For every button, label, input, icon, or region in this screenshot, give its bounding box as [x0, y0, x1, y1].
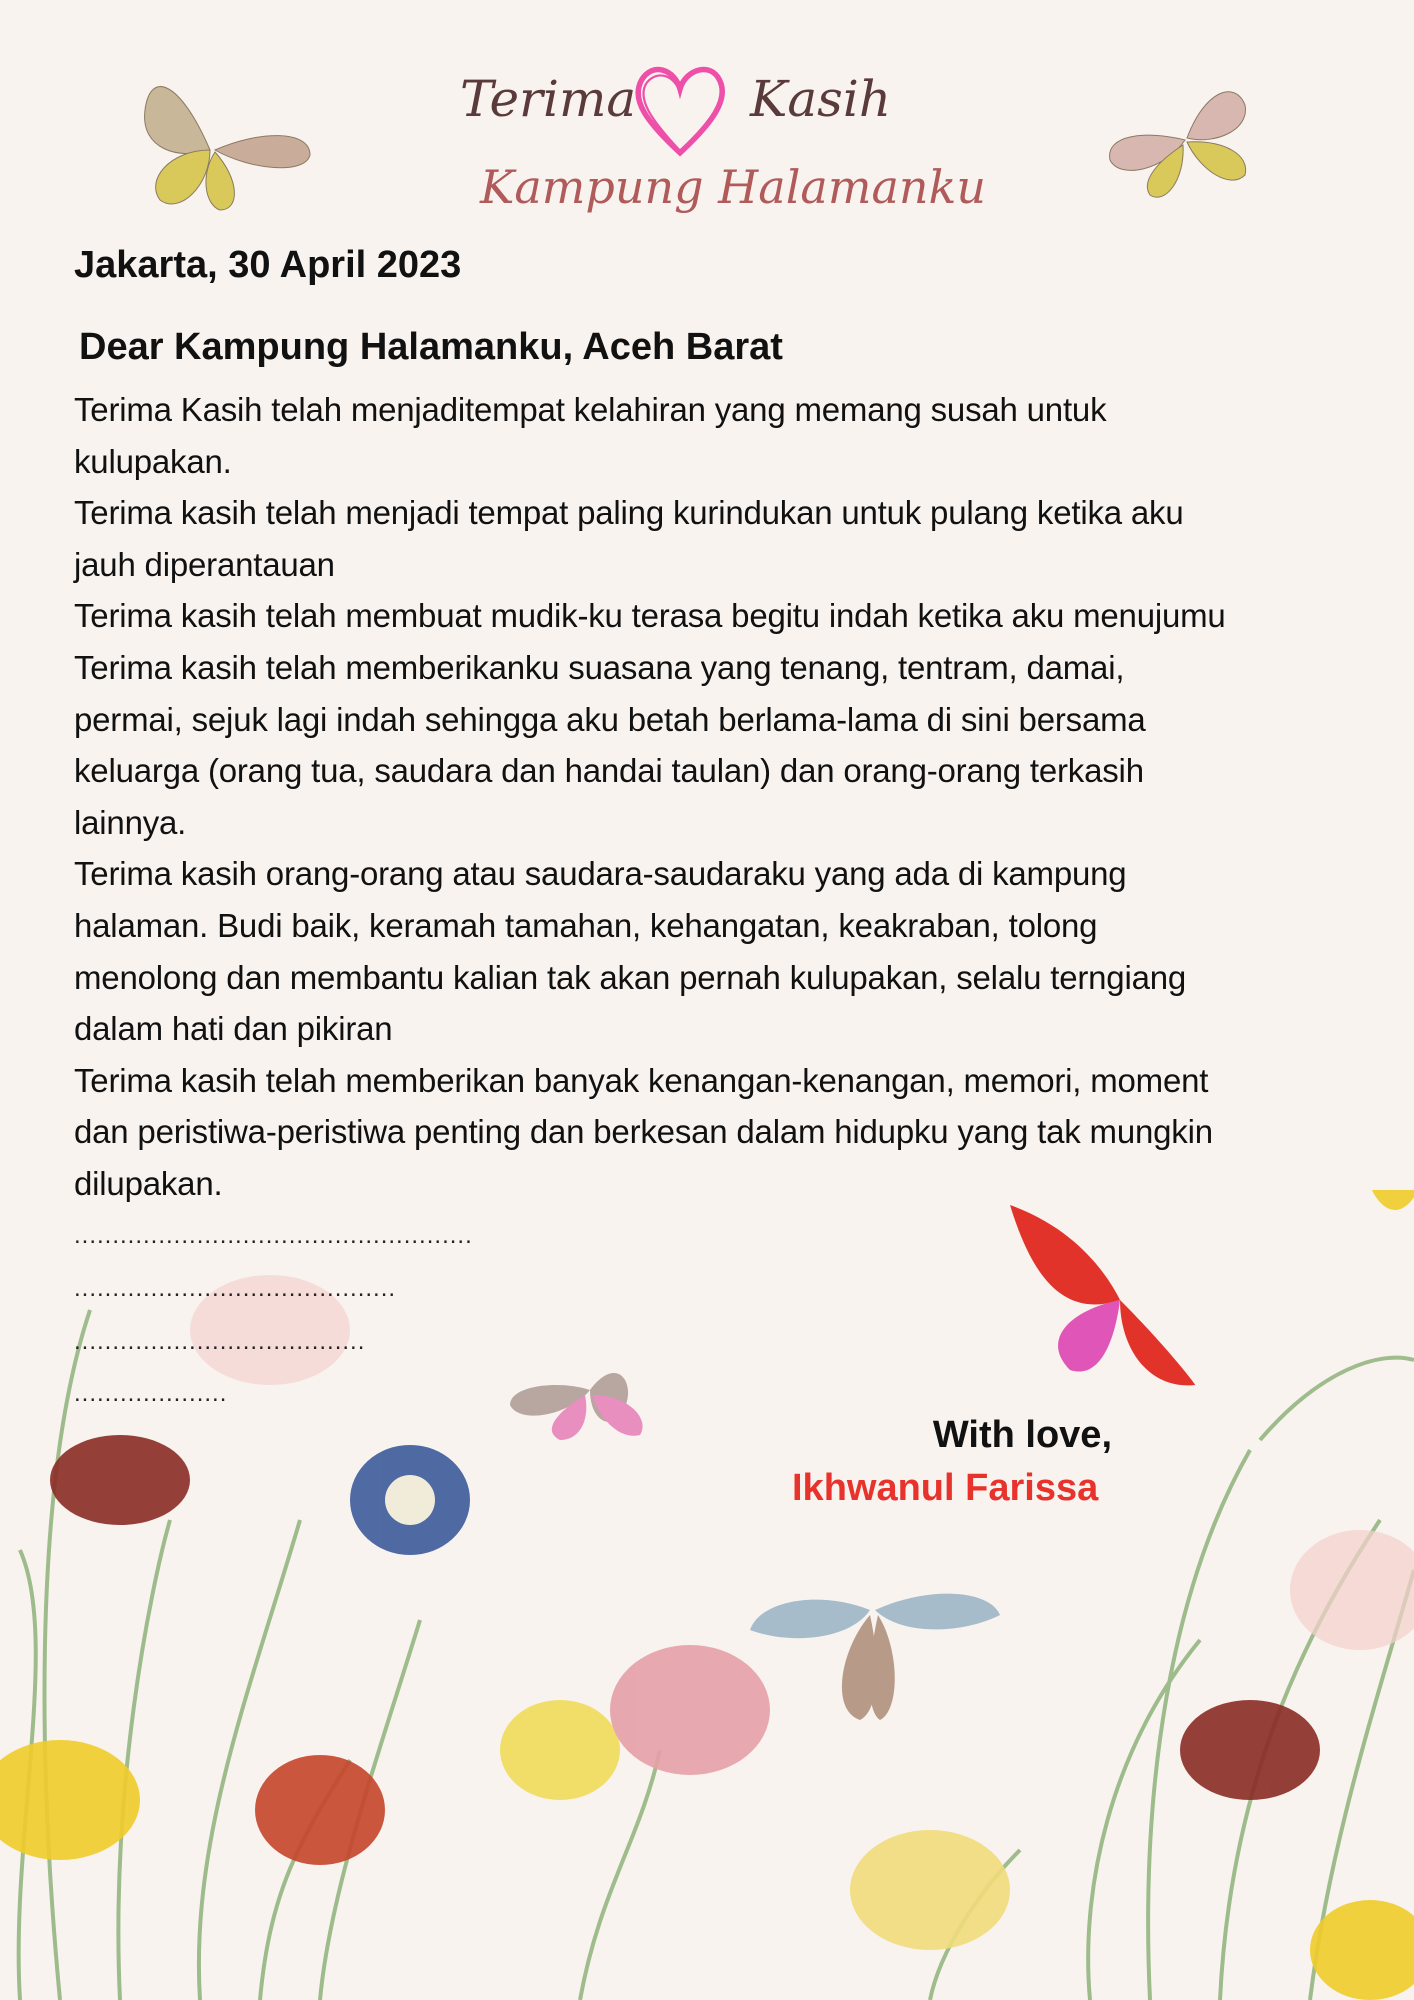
body-line: Terima kasih telah membuat mudik-ku terasa begitu indah ketika aku menujumu — [74, 597, 1226, 635]
closing: With love, — [932, 1414, 1112, 1456]
body-line: halaman. Budi baik, keramah tamahan, kehangatan, keakraban, tolong — [74, 906, 1098, 944]
butterfly-icon — [1105, 80, 1255, 210]
heart-icon — [625, 56, 735, 166]
body-line: dalam hati dan pikiran — [74, 1010, 393, 1048]
body-line: keluarga (orang tua, saudara dan handai taulan) dan orang-orang terkasih — [74, 752, 1144, 790]
body-line: Terima kasih telah memberikanku suasana yang tenang, tentram, damai, — [74, 648, 1125, 686]
floral-illustration — [0, 1190, 1414, 2000]
butterfly-icon — [140, 70, 315, 215]
body-line: kulupakan. — [74, 442, 232, 480]
title-word-kasih: Kasih — [750, 70, 892, 128]
dotted-line: .................................................... — [74, 1222, 473, 1249]
body-line: menolong dan membantu kalian tak akan pernah kulupakan, selalu terngiang — [74, 958, 1187, 996]
body-line: permai, sejuk lagi indah sehingga aku betah berlama-lama di sini bersama — [74, 700, 1146, 738]
body-line: jauh diperantauan — [74, 545, 335, 583]
title-terima-kasih — [460, 62, 940, 132]
body-line: dilupakan. — [74, 1164, 223, 1202]
letter-greeting: Dear Kampung Halamanku, Aceh Barat — [79, 326, 783, 368]
dotted-line: ...................................... — [74, 1328, 366, 1355]
letter-body — [74, 384, 1414, 1210]
body-line: Terima kasih orang-orang atau saudara-saudaraku yang ada di kampung — [74, 855, 1127, 893]
subtitle: Kampung Halamanku — [480, 160, 987, 214]
body-line: Terima kasih telah memberikan banyak kenangan-kenangan, memori, moment — [74, 1061, 1209, 1099]
signature-name: Ikhwanul Farissa — [792, 1467, 1099, 1509]
dotted-line: .................... — [74, 1380, 228, 1407]
title-word-terima: Terima — [460, 70, 637, 128]
body-line: dan peristiwa-peristiwa penting dan berkesan dalam hidupku yang tak mungkin — [74, 1113, 1213, 1151]
dotted-line: .......................................... — [74, 1275, 397, 1302]
body-line: Terima kasih telah menjadi tempat paling kurindukan untuk pulang ketika aku — [74, 494, 1184, 532]
body-line: lainnya. — [74, 803, 187, 841]
letter-date: Jakarta, 30 April 2023 — [74, 244, 462, 286]
body-line: Terima Kasih telah menjaditempat kelahiran yang memang susah untuk — [74, 391, 1107, 428]
